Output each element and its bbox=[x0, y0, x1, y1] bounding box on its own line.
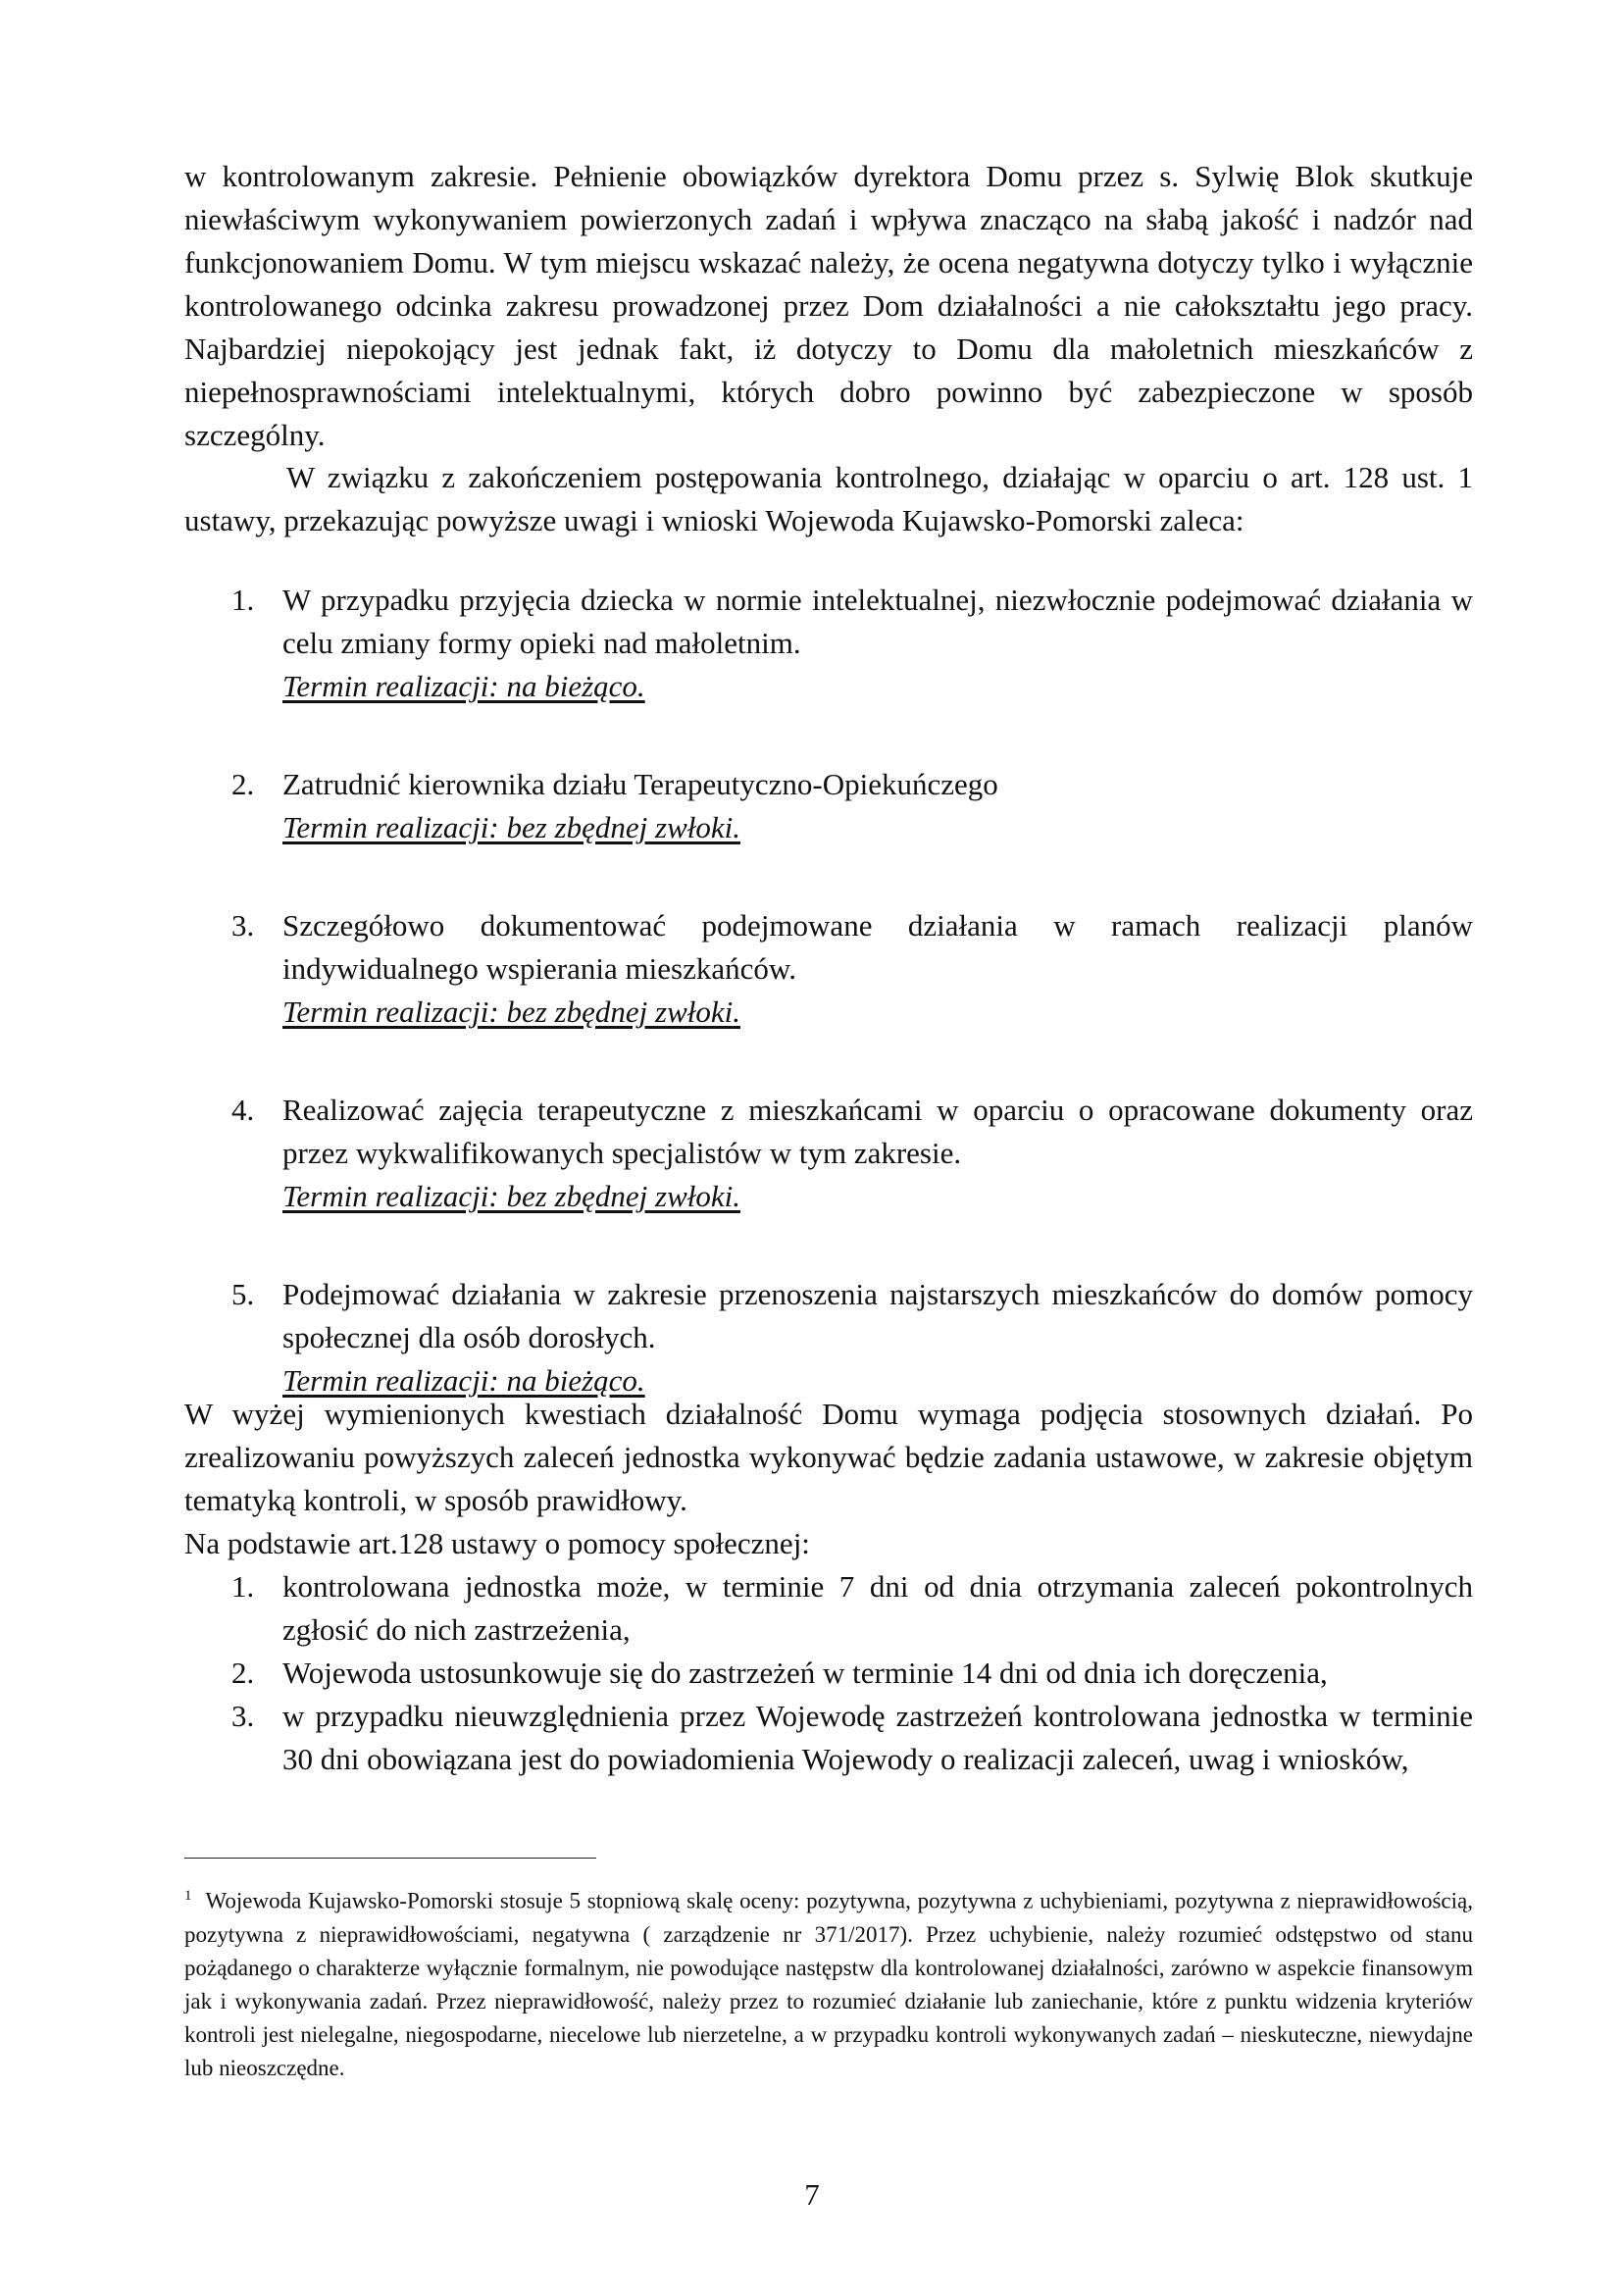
basis-number: 1. bbox=[231, 1569, 255, 1604]
recommendation-item bbox=[184, 763, 1473, 849]
recommendation-deadline: Termin realizacji: bez zbędnej zwłoki. bbox=[282, 810, 740, 844]
paragraph-after: W wyżej wymienionych kwestiach działalność Domu wymaga podjęcia stosownych działań. Po zrealizowaniu powyższych zaleceń jednostka wykonywać będzie zadania ustawowe, w zakresie objętym tematyką kontroli, w sposób prawidłowy. bbox=[184, 1397, 1473, 1517]
footnote-mark: 1 bbox=[184, 1888, 192, 1904]
recommendation-text: Szczegółowo dokumentować podejmowane działania w ramach realizacji planów indywidualnego wspierania mieszkańców. bbox=[282, 908, 1473, 986]
page-number: 7 bbox=[804, 2177, 820, 2212]
recommendation-number: 2. bbox=[231, 767, 255, 801]
recommendation-item bbox=[184, 1273, 1473, 1402]
recommendation-deadline: Termin realizacji: na bieżąco. bbox=[282, 669, 645, 703]
paragraph-top: w kontrolowanym zakresie. Pełnienie obowiązków dyrektora Domu przez s. Sylwię Blok skutkuje niewłaściwym wykonywaniem powierzonych zadań i wpływa znacząco na słabą jakość i nadzór nad funkcjonowaniem Domu. W tym miejscu wskazać należy, że ocena negatywna dotyczy tylko i wyłącznie kontrolowanego odcinka zakresu prowadzonej przez Dom działalności a nie całokształtu jego pracy. Najbardziej niepokojący jest jednak fakt, iż dotyczy to Domu dla małoletnich mieszkańców z niepełnosprawnościami intelektualnymi, których dobro powinno być zabezpieczone w sposób szczególny. bbox=[184, 159, 1473, 452]
recommendation-number: 4. bbox=[231, 1093, 255, 1127]
recommendation-number: 5. bbox=[231, 1277, 255, 1311]
basis-item bbox=[184, 1565, 1473, 1652]
basis-heading: Na podstawie art.128 ustawy o pomocy społecznej: bbox=[184, 1526, 810, 1560]
footnote bbox=[184, 1879, 1473, 2085]
basis-number: 2. bbox=[231, 1656, 255, 1690]
recommendation-item bbox=[184, 1089, 1473, 1218]
basis-text: Wojewoda ustosunkowuje się do zastrzeżeń w terminie 14 dni od dnia ich doręczenia, bbox=[282, 1656, 1328, 1690]
recommendation-text: Podejmować działania w zakresie przenoszenia najstarszych mieszkańców do domów pomocy społecznej dla osób dorosłych. bbox=[282, 1277, 1473, 1354]
recommendation-number: 1. bbox=[231, 583, 255, 617]
recommendation-item bbox=[184, 579, 1473, 708]
basis-number: 3. bbox=[231, 1699, 255, 1733]
recommendation-number: 3. bbox=[231, 908, 255, 943]
recommendation-deadline: Termin realizacji: bez zbędnej zwłoki. bbox=[282, 994, 740, 1029]
basis-text: w przypadku nieuwzględnienia przez Wojewodę zastrzeżeń kontrolowana jednostka w terminie 30 dni obowiązana jest do powiadomienia Wojewody o realizacji zaleceń, uwag i wniosków, bbox=[282, 1699, 1473, 1776]
paragraph-intro-text: W związku z zakończeniem postępowania kontrolnego, działając w oparciu o art. 128 ust. 1 ustawy, przekazując powyższe uwagi i wnioski Wojewoda Kujawsko-Pomorski zaleca: bbox=[184, 460, 1473, 537]
recommendation-text: W przypadku przyjęcia dziecka w normie intelektualnej, niezwłocznie podejmować działania w celu zmiany formy opieki nad małoletnim. bbox=[282, 583, 1473, 660]
recommendation-text: Zatrudnić kierownika działu Terapeutyczno-Opiekuńczego bbox=[282, 767, 998, 801]
paragraph-intro bbox=[184, 456, 1473, 542]
basis-text: kontrolowana jednostka może, w terminie 7 dni od dnia otrzymania zaleceń pokontrolnych zgłosić do nich zastrzeżenia, bbox=[282, 1569, 1473, 1647]
recommendation-text: Realizować zajęcia terapeutyczne z mieszkańcami w oparciu o opracowane dokumenty oraz przez wykwalifikowanych specjalistów w tym zakresie. bbox=[282, 1093, 1473, 1170]
basis-item bbox=[184, 1652, 1473, 1695]
recommendation-deadline: Termin realizacji: na bieżąco. bbox=[282, 1363, 645, 1398]
footnote-text: Wojewoda Kujawsko-Pomorski stosuje 5 stopniową skalę oceny: pozytywna, pozytywna z uchybieniami, pozytywna z nieprawidłowością, pozytywna z nieprawidłowościami, negatywna ( zarządzenie nr 371/2017). Przez uchybienie, należy rozumieć odstępstwo od stanu pożądanego o charakterze wyłącznie formalnym, nie powodujące następstw dla kontrolowanej działalności, zarówno w aspekcie finansowym jak i wykonywania zadań. Przez nieprawidłowość, należy przez to rozumieć działanie lub zaniechanie, które z punktu widzenia kryteriów kontroli jest nielegalne, niegospodarne, niecelowe lub nierzetelne, a w przypadku kontroli wykonywanych zadań – nieskuteczne, niewydajne lub nieoszczędne. bbox=[184, 1888, 1473, 2080]
recommendations-list bbox=[184, 579, 1473, 1457]
recommendation-item bbox=[184, 904, 1473, 1034]
recommendation-deadline: Termin realizacji: bez zbędnej zwłoki. bbox=[282, 1179, 740, 1213]
basis-item bbox=[184, 1695, 1473, 1781]
basis-list bbox=[184, 1565, 1473, 1781]
footnote-separator bbox=[184, 1858, 596, 1859]
